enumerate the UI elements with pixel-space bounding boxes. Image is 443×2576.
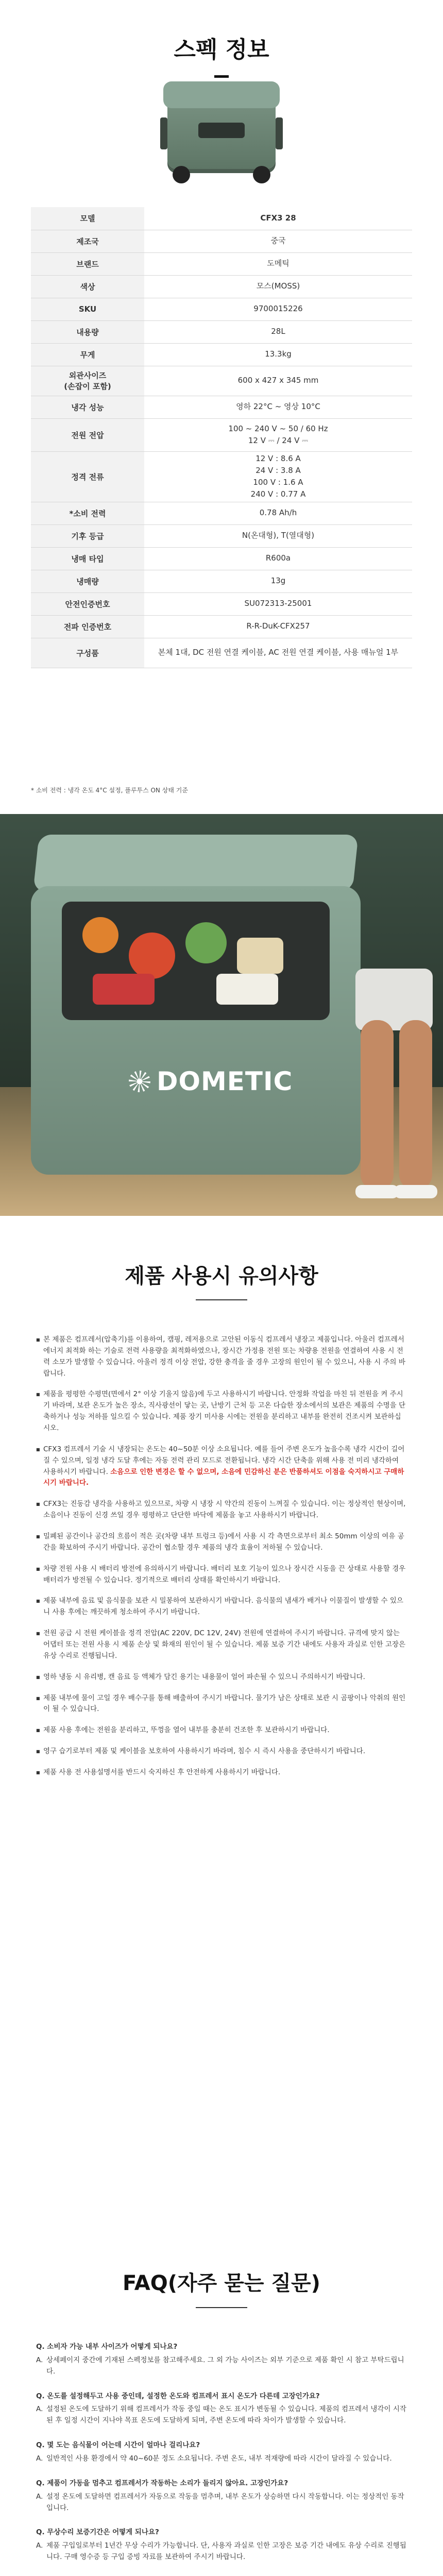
caution-item (36, 1564, 407, 1586)
cooler-foot-right (253, 166, 270, 183)
caution-text: 밀폐된 공간이나 공간의 흐름이 적은 곳(차량 내부 트렁크 등)에서 사용 시 각 측면으로부터 최소 50mm 이상의 여유 공간을 확보하여 주시기 바랍니다. 공간이 협소할 경우 제품의 냉각 효율이 저하될 수 있습니다. (43, 1532, 404, 1552)
faq-question: Q. 제품이 가동을 멈추고 컴프레서가 작동하는 소리가 들리지 않아요. 고장인가요? (36, 2479, 288, 2487)
spec-row (31, 366, 412, 396)
caution-item (36, 1693, 407, 1716)
faq-question: Q. 온도를 설정해두고 사용 중인데, 설정한 온도와 컴프레서 표시 온도가 다른데 고장인가요? (36, 2392, 320, 2400)
caution-item (36, 1596, 407, 1618)
spec-value: 도메틱 (144, 252, 412, 275)
cooler-foot-left (173, 166, 190, 183)
faq-answer-marker: A. (36, 2355, 43, 2364)
spec-value: 13g (144, 570, 412, 592)
faq-answer-marker: A. (36, 2492, 43, 2501)
faq-question: Q. 소비자 가능 내부 사이즈가 어떻게 되나요? (36, 2343, 178, 2351)
spec-row (31, 638, 412, 668)
spec-value: 본체 1대, DC 전원 연결 케이블, AC 전원 연결 케이블, 사용 매뉴얼 1부 (144, 638, 412, 668)
dometic-logo-text: DOMETIC (157, 1066, 293, 1096)
caution-item (36, 1444, 407, 1489)
dometic-logo (129, 1066, 293, 1096)
caution-item (36, 1389, 407, 1434)
spec-label: 브랜드 (31, 252, 144, 275)
food-container (237, 938, 283, 974)
spec-row (31, 615, 412, 638)
faq-question: Q. 몇 도는 음식물이 어는데 시간이 얼마나 걸리나요? (36, 2441, 200, 2450)
spec-row (31, 418, 412, 451)
product-image (0, 77, 443, 185)
caution-text: 제품을 평평한 수평면(면에서 2° 이상 기울지 않음)에 두고 사용하시기 바랍니다. 안정화 작업을 마친 뒤 전원을 켜 주시기 바라며, 보관 온도가 높은 장소, 직사광선이 닿는 곳, 난방기 근처 등 고온 다습한 장소에서의 보관은 제품의 수명을 단축하거나 성능 저하를 일으킬 수 있습니다. 제품 장기 미사용 시에는 전원을 분리하고 내부를 완전히 건조시켜 보관하십시오. (43, 1390, 406, 1433)
faq-list (36, 2342, 407, 2576)
spec-row (31, 592, 412, 615)
faq-answer-text: 상세페이지 중간에 기재된 스펙정보를 참고해주세요. 그 외 가능 사이즈는 외부 기준으로 제품 확인 시 참고 부탁드립니다. (46, 2355, 404, 2376)
caution-item (36, 1334, 407, 1379)
faq-answer (36, 2453, 407, 2465)
spec-value: 13.3kg (144, 343, 412, 366)
spec-label: 냉각 성능 (31, 396, 144, 418)
shoe-right (394, 1185, 437, 1198)
faq-answer-marker: A. (36, 2454, 43, 2463)
spec-value: 600 x 427 x 345 mm (144, 366, 412, 396)
cooler-interior (62, 902, 330, 1020)
cooler-handle-left (160, 117, 167, 149)
spec-value: R-R-DuK-CFX257 (144, 615, 412, 638)
faq-title: FAQ(자주 묻는 질문) (123, 2272, 320, 2295)
spec-label: 전원 전압 (31, 418, 144, 451)
caution-text: 영구 습기로부터 제품 및 케이블을 보호하여 사용하시기 바라며, 침수 시 즉시 사용을 중단하시기 바랍니다. (43, 1747, 366, 1756)
cooler-handle-right (276, 117, 283, 149)
spec-label: 모델 (31, 207, 144, 230)
person-legs (340, 969, 443, 1216)
spec-label: 안전인증번호 (31, 592, 144, 615)
faq-answer (36, 2404, 407, 2427)
spec-row (31, 502, 412, 524)
spec-label: 외관사이즈 (손잡이 포함) (31, 366, 144, 396)
food-watermelon (129, 933, 175, 979)
spec-label: 제조국 (31, 230, 144, 252)
spec-label: 구성품 (31, 638, 144, 668)
caution-text: CFX3는 진동감 냉각을 사용하고 있으므로, 차량 시 냉장 시 약간의 진동이 느껴질 수 있습니다. 이는 정상적인 현상이며, 소음이나 진동이 신경 쓰일 경우 평평하고 단단한 바닥에 제품을 놓고 사용하시기 바랍니다. (43, 1500, 406, 1520)
caution-item (36, 1746, 407, 1757)
spec-title (0, 31, 443, 78)
spec-value: 100 ~ 240 V ~ 50 / 60 Hz 12 V ⎓ / 24 V ⎓ (144, 418, 412, 451)
food-greens (185, 922, 227, 963)
caution-item (36, 1531, 407, 1554)
spec-row (31, 275, 412, 298)
spec-value: SU072313-25001 (144, 592, 412, 615)
caution-highlight: 소음으로 인한 변경은 할 수 없으며, 소음에 민감하신 분은 반품하셔도 이점을 숙지하시고 구매하시기 바랍니다. (43, 1467, 404, 1487)
spec-row (31, 396, 412, 418)
spec-label: 정격 전류 (31, 451, 144, 502)
caution-title: 제품 사용시 유의사항 (125, 1264, 318, 1288)
spec-title-text: 스펙 정보 (174, 37, 269, 63)
faq-answer-text: 일반적인 사용 환경에서 약 40~60분 정도 소요됩니다. 주변 온도, 내부 적재량에 따라 시간이 달라질 수 있습니다. (46, 2454, 392, 2463)
spec-value: N(온대형), T(열대형) (144, 524, 412, 547)
spec-row (31, 207, 412, 230)
spec-value: CFX3 28 (144, 207, 412, 230)
food-bottles (216, 974, 278, 1005)
faq-answer-marker: A. (36, 2405, 43, 2414)
faq-answer-text: 설정 온도에 도달하면 컴프레서가 자동으로 작동을 멈추며, 내부 온도가 상승하면 다시 작동합니다. 이는 정상적인 동작입니다. (46, 2492, 404, 2512)
shoe-left (355, 1185, 399, 1198)
caution-text: CFX3 컴프레서 기술 시 냉장되는 온도는 40~50분 이상 소요됩니다. 예를 들어 주변 온도가 높을수록 냉각 시간이 길어질 수 있으며, 일정 냉각 도달 후에는 자동 전력 관리 모드로 전환됩니다. 냉각 시간 단축을 위해 사용 전 미리 냉각하여 사용하시기 바랍니다. (43, 1445, 405, 1476)
leg-left (361, 1020, 394, 1190)
spec-row (31, 570, 412, 592)
spec-row (31, 451, 412, 502)
spec-value: 12 V : 8.6 A 24 V : 3.8 A 100 V : 1.6 A 240 V : 0.77 A (144, 451, 412, 502)
caution-text: 본 제품은 컴프레서(압축기)를 이용하여, 캠핑, 레저용으로 고안된 이동식 컴프레서 냉장고 제품입니다. 아울러 컴프레서 에너지 최적화 하는 기술로 전력 사용량을 최적화하였으나, 장시간 가정용 전원 또는 차량용 전원을 연결하여 사용 시 전력 소모가 발생할 수 있습니다. 아울러 정격 이상 전압, 강한 충격을 줄 경우 고장의 원인이 될 수 있으니, 사용 시 주의 바랍니다. (43, 1335, 405, 1378)
faq-answer (36, 2492, 407, 2514)
lifestyle-photo (0, 814, 443, 1216)
caution-item (36, 1767, 407, 1778)
spec-row (31, 298, 412, 320)
spec-row (31, 320, 412, 343)
caution-text: 제품 사용 전 사용설명서를 반드시 숙지하신 후 안전하게 사용하시기 바랍니다. (43, 1768, 281, 1777)
cooler-lid (163, 81, 280, 108)
spec-value: 중국 (144, 230, 412, 252)
spec-label: 냉매 타입 (31, 547, 144, 570)
caution-item (36, 1628, 407, 1662)
spec-row (31, 547, 412, 570)
caution-text: 제품 내부에 물이 고일 경우 배수구를 통해 배출하여 주시기 바랍니다. 물기가 남은 상태로 보관 시 곰팡이나 악취의 원인이 될 수 있습니다. (43, 1693, 406, 1714)
caution-text: 제품 내부에 음료 및 음식물을 보관 시 밀봉하여 보관하시기 바랍니다. 음식물의 냄새가 배거나 이물질이 발생할 수 있으니 사용 후에는 깨끗하게 청소하여 주시기 바랍니다. (43, 1597, 403, 1617)
spec-label: 색상 (31, 275, 144, 298)
spec-label: SKU (31, 298, 144, 320)
caution-text: 제품 사용 후에는 전원을 분리하고, 뚜껑을 열어 내부를 충분히 건조한 후 보관하시기 바랍니다. (43, 1726, 330, 1735)
spec-label: *소비 전력 (31, 502, 144, 524)
caution-item (36, 1672, 407, 1683)
faq-answer-text: 설정된 온도에 도달하기 위해 컴프레서가 작동 중일 때는 온도 표시가 변동될 수 있습니다. 제품의 컴프레서 냉각이 시작된 후 일정 시간이 지나야 목표 온도에 도달하게 되며, 주변 온도에 따라 차이가 발생할 수 있습니다. (46, 2405, 406, 2425)
spec-label: 전파 인증번호 (31, 615, 144, 638)
cooler-control-panel (198, 123, 245, 138)
caution-list (36, 1334, 407, 1788)
faq-answer (36, 2540, 407, 2563)
caution-item (36, 1725, 407, 1736)
spec-table (31, 207, 412, 668)
spec-row (31, 230, 412, 252)
spec-label: 기후 등급 (31, 524, 144, 547)
caution-text: 영하 냉동 시 유리병, 캔 음료 등 액체가 담긴 용기는 내용물이 얼어 파손될 수 있으니 주의하시기 바랍니다. (43, 1672, 365, 1681)
spec-value: R600a (144, 547, 412, 570)
cooler-illustration (167, 87, 276, 169)
spec-row (31, 252, 412, 275)
spec-value: 28L (144, 320, 412, 343)
dometic-sun-icon (129, 1071, 150, 1092)
spec-value: 0.78 Ah/h (144, 502, 412, 524)
caution-divider (196, 1299, 247, 1300)
leg-right (399, 1020, 432, 1190)
spec-row (31, 524, 412, 547)
caution-text: 차량 전원 사용 시 배터리 방전에 유의하시기 바랍니다. 배터리 보호 기능이 있으나 장시간 시동을 끈 상태로 사용할 경우 배터리가 방전될 수 있습니다. 정기적으로 배터리 상태를 확인하시기 바랍니다. (43, 1564, 406, 1584)
faq-answer-marker: A. (36, 2541, 43, 2550)
spec-value: 영하 22°C ~ 영상 10°C (144, 396, 412, 418)
spec-row (31, 343, 412, 366)
open-lid (33, 835, 359, 891)
spec-footnote: * 소비 전력 : 냉각 온도 4°C 설정, 플루투스 ON 상태 기준 (31, 787, 188, 794)
caution-text: 전원 공급 시 전원 케이블을 정격 전압(AC 220V, DC 12V, 24V) 전원에 연결하여 주시기 바랍니다. 규격에 맞지 않는 어댑터 또는 전원 사용 시 제품 손상 및 화재의 원인이 될 수 있습니다. 제품 보증 기간 내에도 사용자 과실로 인한 고장은 유상 수리로 진행됩니다. (43, 1629, 406, 1660)
faq-divider (196, 2307, 247, 2308)
food-orange (82, 917, 118, 953)
spec-label: 무게 (31, 343, 144, 366)
spec-value: 9700015226 (144, 298, 412, 320)
spec-value: 모스(MOSS) (144, 275, 412, 298)
faq-answer-text: 제품 구입일로부터 1년간 무상 수리가 가능합니다. 단, 사용자 과실로 인한 고장은 보증 기간 내에도 유상 수리로 진행됩니다. 구매 영수증 등 구입 증빙 자료를 보관하여 주시기 바랍니다. (46, 2541, 406, 2562)
caution-item (36, 1499, 407, 1521)
food-berries (93, 974, 155, 1005)
faq-question: Q. 무상수리 보증기간은 어떻게 되나요? (36, 2528, 159, 2537)
faq-answer (36, 2355, 407, 2378)
spec-label: 내용량 (31, 320, 144, 343)
spec-label: 냉매량 (31, 570, 144, 592)
